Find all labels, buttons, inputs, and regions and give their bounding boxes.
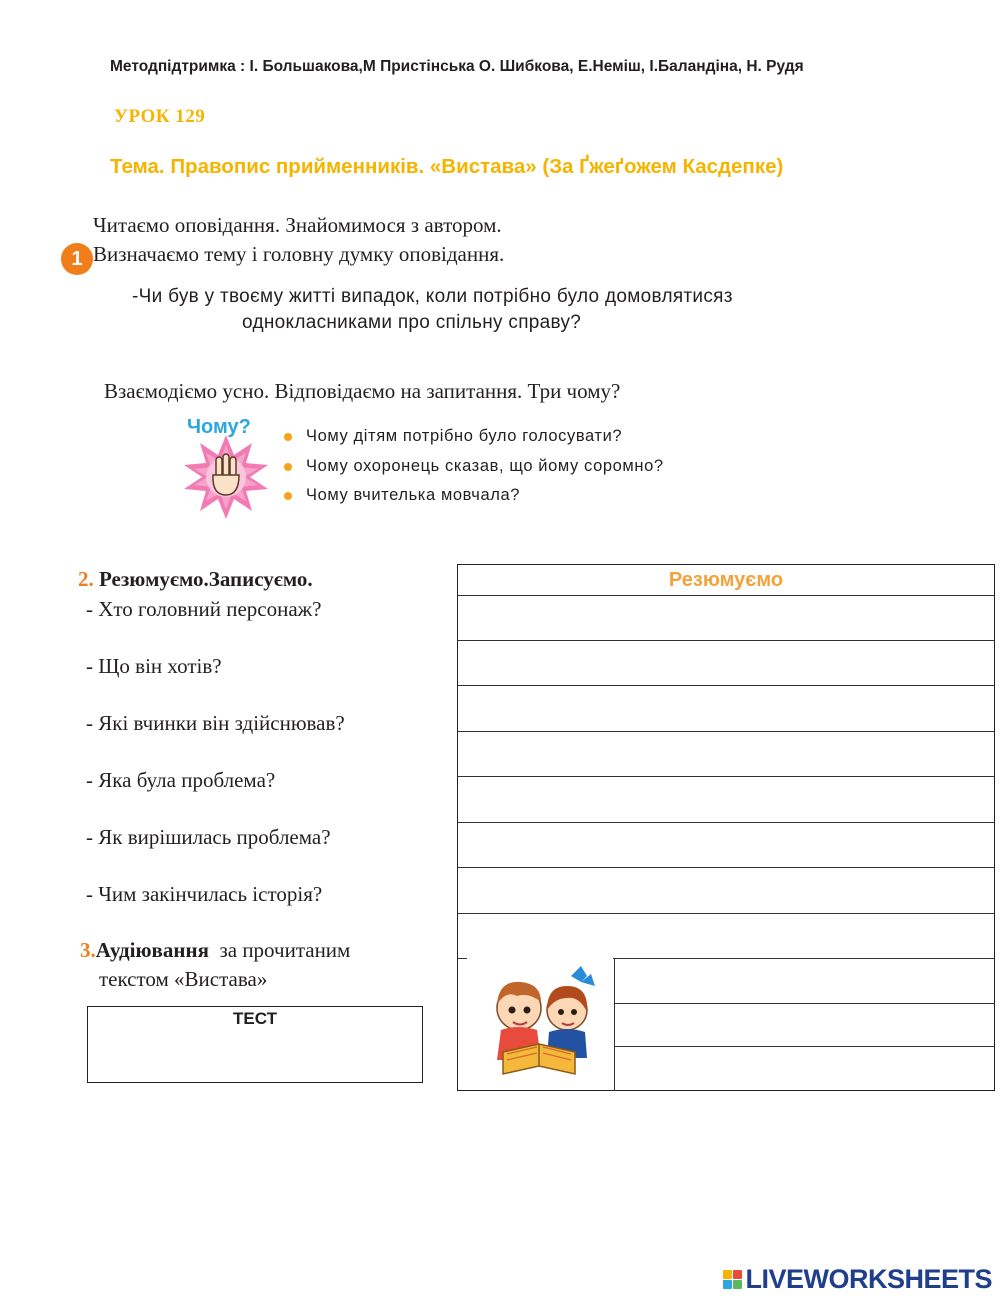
section-2-title: Резюмуємо.Записуємо.: [99, 567, 313, 591]
table-divider: [458, 640, 994, 641]
table-divider: [458, 776, 994, 777]
reading-instruction: Читаємо оповідання. Знайомимося з автором.: [93, 213, 502, 237]
summary-question-4: - Яка була проблема?: [86, 768, 276, 792]
why-title: Чому?: [187, 416, 251, 438]
summary-question-1: - Хто головний персонаж?: [86, 597, 322, 621]
table-divider: [458, 595, 994, 596]
answer-cell-7[interactable]: [460, 869, 992, 912]
answer-cell-3[interactable]: [460, 687, 992, 730]
liveworksheets-logo-icon: [723, 1270, 742, 1289]
section-3-title-rest: за прочитаним: [208, 938, 351, 962]
summary-table-header: Резюмуємо: [668, 569, 784, 591]
discussion-question-line2: однокласниками про спільну справу?: [242, 312, 582, 333]
brand-name: LIVEWORKSHEETS: [745, 1264, 992, 1294]
answer-cell-5[interactable]: [460, 778, 992, 821]
summary-question-6: - Чим закінчилась історія?: [86, 882, 323, 906]
section-3-title-bold: Аудіювання: [95, 938, 209, 962]
summary-question-2: - Що він хотів?: [86, 654, 222, 678]
answer-cell-2[interactable]: [460, 642, 992, 684]
lesson-topic: Тема. Правопис прийменників. «Вистава» (За Ґжеґожем Касдепке): [110, 155, 784, 178]
why-question-2: Чому охоронець сказав, що йому соромно?: [284, 457, 664, 476]
section-3-heading: [80, 938, 350, 963]
table-divider: [458, 913, 994, 914]
section-3-number: 3.: [80, 938, 96, 962]
table-divider: [614, 1046, 995, 1047]
answer-cell-10[interactable]: [616, 1005, 993, 1045]
three-fingers-flower-icon: [180, 434, 272, 520]
table-divider: [458, 822, 994, 823]
section-1-badge: 1: [61, 243, 93, 275]
liveworksheets-brand: [723, 1264, 992, 1295]
answer-cell-4[interactable]: [460, 733, 992, 775]
summary-question-5: - Як вирішилась проблема?: [86, 825, 331, 849]
section-2-heading: [78, 567, 313, 592]
lesson-number: УРОК 129: [114, 106, 206, 127]
test-box[interactable]: [87, 1006, 423, 1083]
children-reading-icon: [467, 930, 613, 1090]
table-divider: [458, 867, 994, 868]
answer-cell-11[interactable]: [616, 1048, 993, 1090]
table-divider: [458, 731, 994, 732]
bullet-icon: [284, 492, 292, 500]
answer-cell-1[interactable]: [460, 597, 992, 639]
bullet-icon: [284, 433, 292, 441]
table-divider: [614, 1003, 995, 1004]
interaction-instruction: Взаємодіємо усно. Відповідаємо на запитання. Три чому?: [104, 379, 621, 403]
answer-cell-6[interactable]: [460, 824, 992, 866]
section-3-subtitle: текстом «Вистава»: [99, 967, 268, 991]
credits-line: Методпідтримка : І. Большакова,М Пристінська О. Шибкова, Е.Неміш, І.Баландіна, Н. Рудя: [110, 58, 804, 75]
why-question-1: Чому дітям потрібно було голосувати?: [284, 427, 622, 446]
bullet-icon: [284, 463, 292, 471]
section-2-number: 2.: [78, 567, 94, 591]
theme-instruction: Визначаємо тему і головну думку оповідання.: [93, 242, 505, 266]
why-question-3: Чому вчителька мовчала?: [284, 486, 520, 505]
summary-question-3: - Які вчинки він здійснював?: [86, 711, 345, 735]
answer-cell-9[interactable]: [616, 960, 993, 1002]
table-divider: [458, 685, 994, 686]
discussion-question-line1: -Чи був у твоєму житті випадок, коли потрібно було домовлятисяз: [132, 286, 733, 307]
table-column-divider: [614, 958, 615, 1091]
test-label: ТЕСТ: [233, 1009, 277, 1028]
